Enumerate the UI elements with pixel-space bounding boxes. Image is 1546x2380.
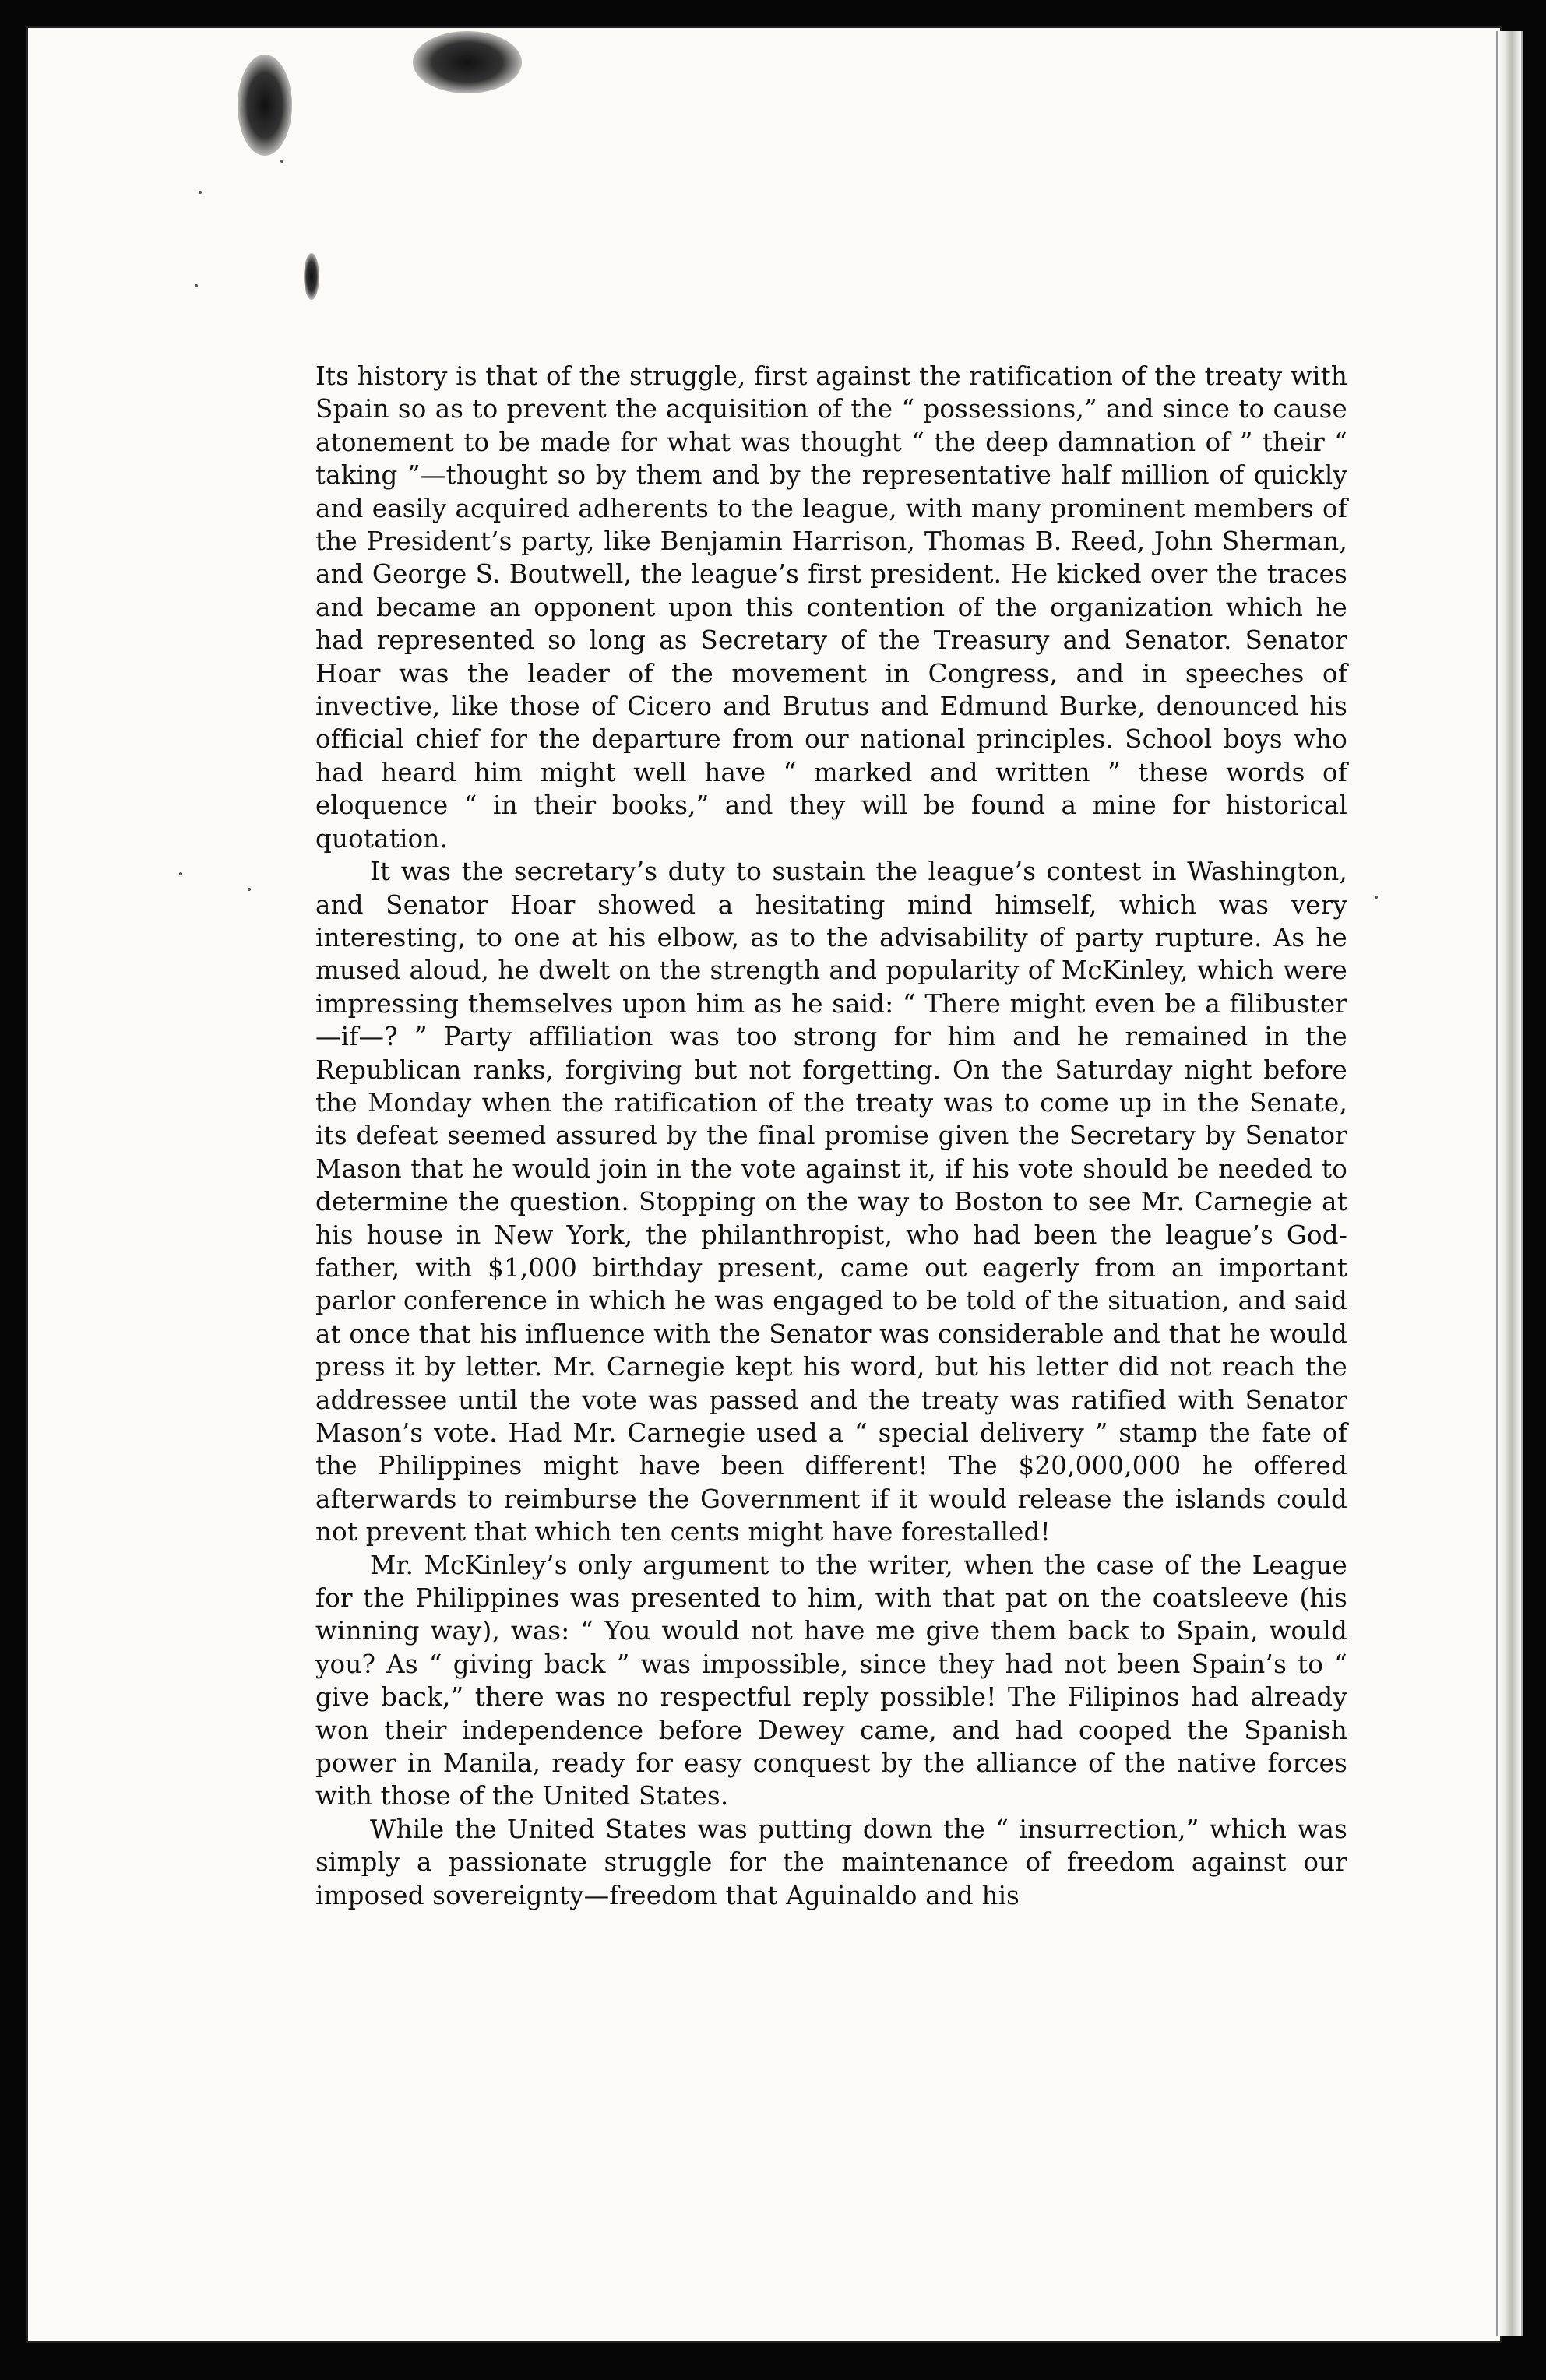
ink-blot-small [304, 253, 319, 300]
paragraph: Its history is that of the struggle, first against the ratification of the treaty with Spain so as to prevent the acquisition of the “ possessions,” and since to cause atonement to be made for what was thought “ the deep damnation of ” their “ taking ”—thought so by them and by the representative half million of quickly and easily acquired adherents to the league, with many prominent members of the President’s party, like Benjamin Harrison, Thomas B. Reed, John Sherman, and George S. Boutwell, the league’s first president. He kicked over the traces and became an opponent upon this contention of the organization which he had represented so long as Secretary of the Treasury and Senator. Senator Hoar was the leader of the movement in Congress, and in speeches of invective, like those of Cicero and Brutus and Edmund Burke, denounced his official chief for the departure from our national principles. School boys who had heard him might well have “ marked and written ” these words of eloquence “ in their books,” and they will be found a mine for historical quotation. [315, 361, 1347, 854]
speck [248, 888, 251, 891]
paragraph: It was the secretary’s duty to sustain the league’s contest in Washington, and Senator Hoar showed a hesitating mind himself, which was very interesting, to one at his elbow, as to the advisability of party rupture. As he mused aloud, he dwelt on the strength and popularity of McKinley, which were impressing themselves upon him as he said: “ There might even be a filibuster—if—? ” Party affiliation was too strong for him and he remained in the Republican ranks, forgiving but not forgetting. On the Saturday night before the Monday when the ratification of the treaty was to come up in the Senate, its defeat seemed assured by the final promise given the Secretary by Senator Mason that he would join in the vote against it, if his vote should be needed to determine the question. Stopping on the way to Boston to see Mr. Carnegie at his house in New York, the philanthropist, who had been the league’s God-father, with $1,000 birthday present, came out eagerly from an important parlor conference in which he was engaged to be told of the situation, and said at once that his influence with the Senator was considerable and that he would press it by letter. Mr. Carnegie kept his word, but his letter did not reach the addressee until the vote was passed and the treaty was ratified with Senator Mason’s vote. Had Mr. Carnegie used a “ special delivery ” stamp the fate of the Philippines might have been different! The $20,000,000 he offered afterwards to reimburse the Government if it would release the islands could not prevent that which ten cents might have forestalled! [315, 857, 1347, 1547]
body-text [315, 360, 1347, 1912]
speck [179, 872, 182, 875]
paragraph: Mr. McKinley’s only argument to the writer, when the case of the League for the Philippines was presented to him, with that pat on the coatsleeve (his winning way), was: “ You would not have me give them back to Spain, would you? As “ giving back ” was impossible, since they had not been Spain’s to “ give back,” there was no respectful reply possible! The Filipinos had already won their independence before Dewey came, and had cooped the Spanish power in Manila, ready for easy conquest by the alliance of the native forces with those of the United States. [315, 1550, 1347, 1811]
page-edge [1496, 31, 1523, 2336]
ink-blot-top [413, 31, 522, 93]
speck [280, 160, 283, 163]
paragraph: While the United States was putting down the “ insurrection,” which was simply a passionate struggle for the maintenance of freedom against our imposed sovereignty—freedom that Aguinaldo and his [315, 1814, 1347, 1910]
speck [195, 284, 198, 287]
speck [1375, 896, 1378, 899]
speck [199, 191, 202, 194]
ink-blot-left [238, 55, 292, 156]
